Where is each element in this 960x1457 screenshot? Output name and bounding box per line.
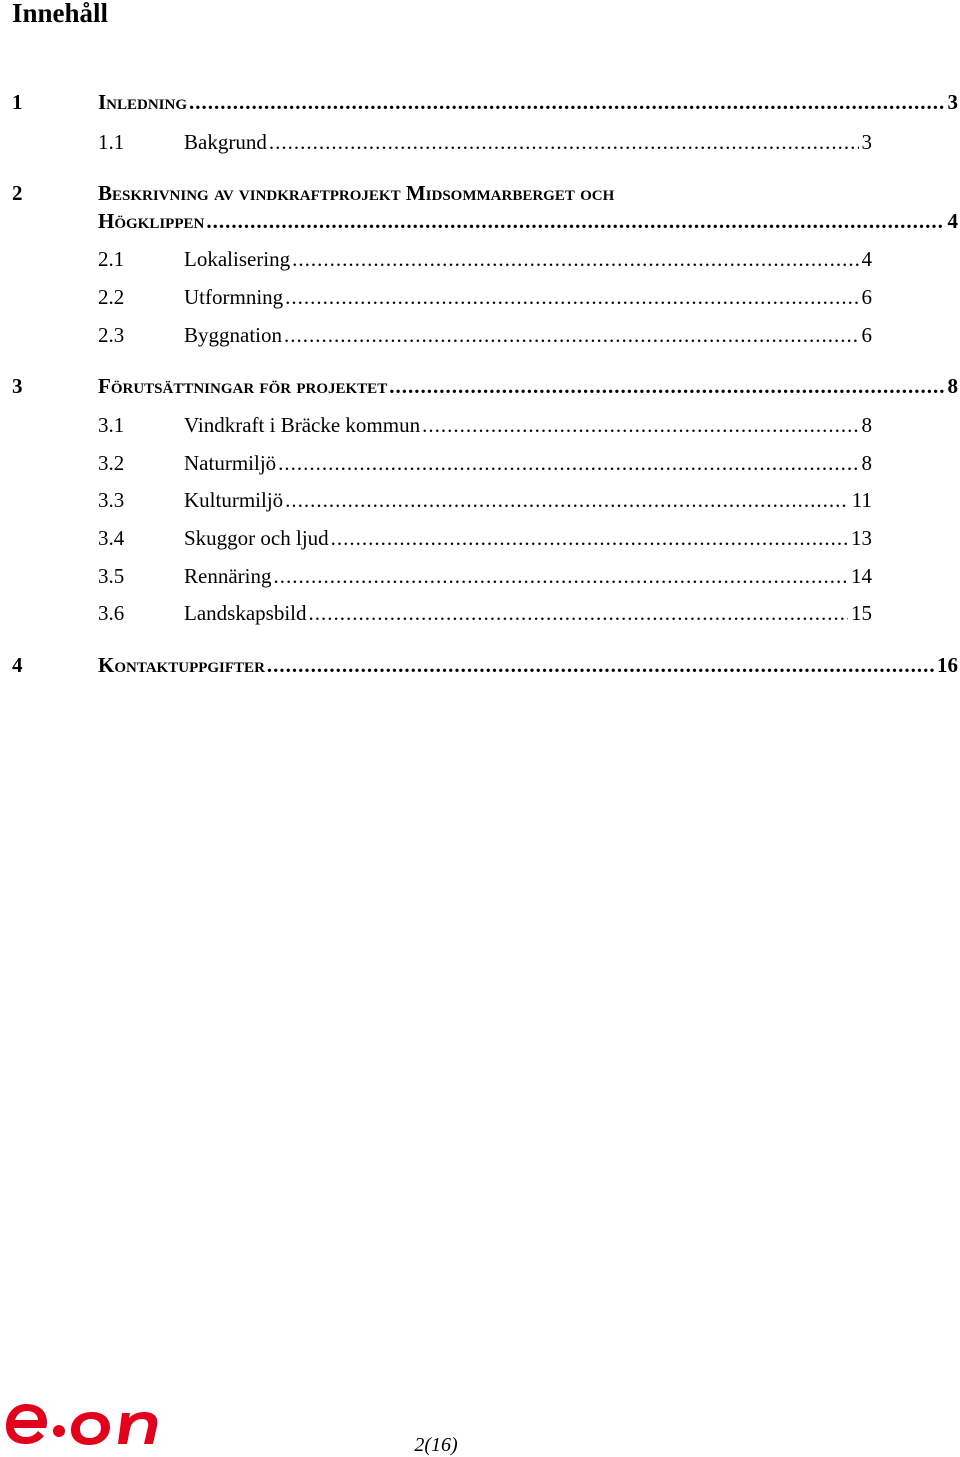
toc-title-line1: Beskrivning av vindkraftprojekt Midsommarberget och [98,181,615,205]
toc-title: Kulturmiljö [184,488,284,512]
toc-leader [422,413,858,438]
page-number: 2(16) [414,1434,458,1456]
toc-page: 15 [851,601,872,625]
toc-number: 2.1 [98,247,125,271]
toc-page: 11 [851,488,872,512]
toc-title: Naturmiljö [184,451,277,475]
toc-entry-skuggor[interactable] [98,526,872,551]
toc-page: 8 [947,374,958,398]
toc-entry-landskapsbild[interactable] [98,601,872,626]
toc-number: 3 [12,374,23,398]
toc-title: Vindkraft i Bräcke kommun [184,413,421,437]
toc-number: 3.1 [98,413,125,437]
toc-leader [273,564,848,589]
toc-title: Bakgrund [184,130,267,154]
toc-page: 3 [947,90,958,114]
toc-entry-rennaring[interactable] [98,564,872,589]
toc-title: Förutsättningar för projektet [98,374,388,398]
toc-entry-utformning[interactable] [98,285,872,310]
toc-page: 3 [861,130,872,154]
toc-title: Lokalisering [184,247,291,271]
toc-page: 14 [851,564,872,588]
toc-entry-vindkraft[interactable] [98,413,872,438]
toc-leader [285,488,849,513]
toc-title: Utformning [184,285,284,309]
toc-leader [284,323,859,348]
toc-title: Kontaktuppgifter [98,653,265,677]
toc-title: Landskapsbild [184,601,307,625]
toc-leader [269,130,859,155]
toc-page: 8 [861,413,872,437]
toc-entry-lokalisering[interactable] [98,247,872,272]
toc-number: 4 [12,653,23,677]
toc-leader [308,601,848,626]
toc-page: 4 [947,209,958,233]
toc-entry-kulturmiljo[interactable] [98,488,872,513]
toc-number: 2.2 [98,285,125,309]
toc-entry-beskrivning[interactable] [12,181,958,206]
toc-entry-inledning[interactable] [12,90,958,115]
toc-leader [267,653,934,678]
toc-leader [285,285,858,310]
toc-leader [206,209,944,234]
toc-page: 6 [861,285,872,309]
toc-number: 3.4 [98,526,125,550]
toc-page: 8 [861,451,872,475]
toc-entry-kontaktuppgifter[interactable] [12,653,958,678]
toc-title: Skuggor och ljud [184,526,329,550]
toc-number: 2 [12,181,23,205]
toc-number: 3.6 [98,601,125,625]
toc-entry-byggnation[interactable] [98,323,872,348]
toc-number: 1.1 [98,130,125,154]
toc-title: Inledning [98,90,188,114]
toc-leader [189,90,944,115]
toc-page: 6 [861,323,872,347]
toc-page: 13 [851,526,872,550]
toc-entry-naturmiljo[interactable] [98,451,872,476]
toc-page: 4 [861,247,872,271]
toc-number: 3.3 [98,488,125,512]
page-title: Innehåll [12,0,109,28]
toc-entry-forutsattningar[interactable] [12,374,958,399]
toc-number: 3.2 [98,451,125,475]
toc-number: 1 [12,90,23,114]
toc-leader [278,451,858,476]
toc-title: Byggnation [184,323,282,347]
toc-leader [389,374,944,399]
toc-entry-bakgrund[interactable] [98,130,872,155]
toc-entry-beskrivning-cont[interactable] [98,209,958,234]
toc-leader [331,526,848,551]
toc-title: Rennäring [184,564,272,588]
toc-number: 2.3 [98,323,125,347]
toc-title-line2: Högklippen [98,209,205,233]
toc-number: 3.5 [98,564,125,588]
toc-leader [292,247,858,272]
toc-page: 16 [937,653,958,677]
page-number-footer [0,1433,960,1457]
